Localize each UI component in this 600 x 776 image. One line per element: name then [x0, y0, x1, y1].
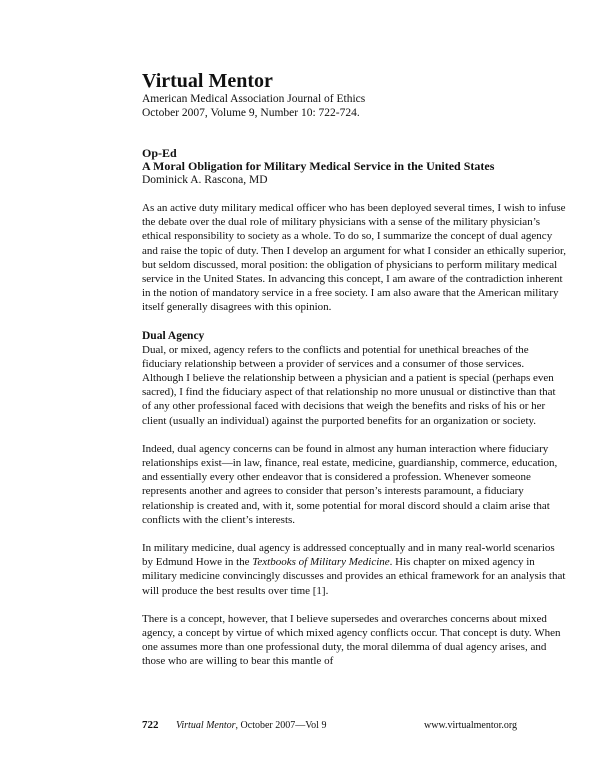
page-number: 722: [142, 719, 159, 731]
paragraph-text-start: In military medicine, dual agency is addressed conceptually and in many real-world scenarios by Edmund Howe in the: [142, 542, 555, 569]
article-header: [142, 147, 562, 187]
military-medicine-paragraph: [142, 541, 566, 598]
dual-agency-paragraph: Dual, or mixed, agency refers to the conflicts and potential for unethical breaches of the fiduciary relationship between a provider of services and a consumer of those services. Although I believe the relationship between a physician and a patient is special (perhaps even sacred), I find the fiduciary aspect of that relationship no more unusual or distinctive than that of any other professional faced with decisions that weigh the benefits and risks of his or her client (usually an individual) against the purported benefits for an organization or society.: [142, 343, 556, 427]
paragraph-text-end: . His chapter on mixed agency in military medicine convincingly discusses and provides an ethical framework for an analysis that will produce the best results over time [1].: [142, 556, 566, 597]
footer-url: www.virtualmentor.org: [424, 720, 518, 731]
footer-journal: [176, 720, 326, 732]
author-line: Dominick A. Rascona, MD: [142, 174, 268, 186]
publisher-line: American Medical Association Journal of Ethics: [142, 93, 366, 105]
journal-title: Virtual Mentor: [142, 70, 273, 92]
duty-paragraph: There is a concept, however, that I believe supersedes and overarches concerns about mixed agency, a concept by virtue of which mixed agency conflicts occur. That concept is duty. When one assumes more than one professional duty, the moral dilemma of dual agency arises, and those who are willing to bear this mantle of: [142, 612, 561, 668]
intro-paragraph: As an active duty military medical officer who has been deployed several times, I wish to infuse the debate over the dual role of military physicians with a sense of the military physician’s ethical responsibility to society as a whole. To do so, I summarize the concept of dual agency and raise the topic of duty. Then I develop an argument for what I consider an ethically superior, but seldom discussed, moral position: the obligation of physicians to perform military medical service in the United States. In advancing this concept, I am aware of the contradiction inherent in the notion of mandatory service in a free society. I am also aware that the American military itself generally disagrees with this opinion.: [142, 202, 566, 314]
fiduciary-paragraph: Indeed, dual agency concerns can be found in almost any human interaction where fiduciary relationships exist—in law, finance, real estate, medicine, guardianship, commerce, education, and essentially every other endeavor that is considered a profession. Whenever someone represents another and agrees to consider that person’s interests paramount, a fiduciary relationship is created and, with it, some potential for moral discord should a claim arise that conflicts with the client’s interests.: [142, 442, 558, 526]
footer-journal-name: Virtual Mentor: [176, 720, 236, 731]
masthead: [142, 70, 562, 120]
dual-agency-heading: Dual Agency: [142, 329, 205, 342]
article-body: [142, 201, 566, 683]
footer-issue: , October 2007—Vol 9: [235, 720, 327, 731]
article-title: A Moral Obligation for Military Medical Service in the United States: [142, 159, 495, 173]
section-label: Op-Ed: [142, 146, 177, 160]
issue-line: October 2007, Volume 9, Number 10: 722-724.: [142, 107, 360, 119]
book-title: Textbooks of Military Medicine: [252, 556, 390, 569]
